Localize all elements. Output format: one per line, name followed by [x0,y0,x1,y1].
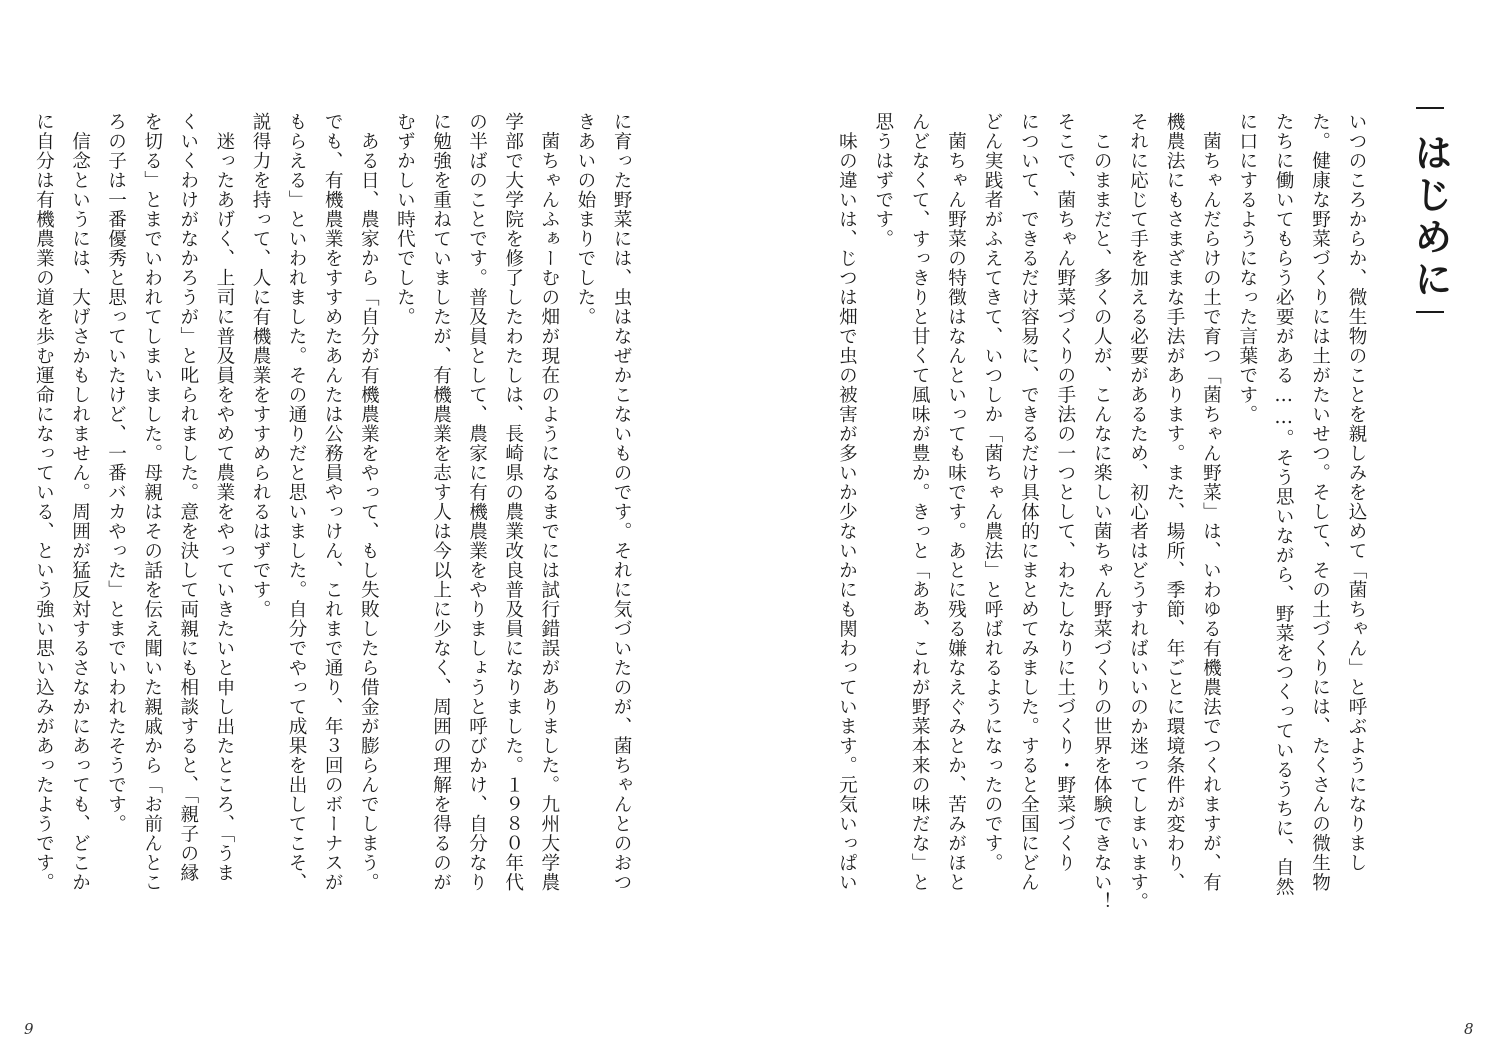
left-page-column: むずかしい時代でした。 [394,112,416,327]
left-page-column: を切る」とまでいわれてしまいました。母親はその話を伝え聞いた親戚から「お前んとこ [141,112,163,892]
heading-title: はじめに [1408,133,1452,301]
right-page-column: に口にするようになった言葉です。 [1236,112,1258,424]
left-page-column: に育った野菜には、虫はなぜかこないものです。それに気づいたのが、菌ちゃんとのおつ [611,112,632,892]
left-page-column: 説得力を持って、人に有機農業をすすめられるはずです。 [250,112,271,619]
left-page-column: に自分は有機農業の道を歩む運命になっている、という強い思い込みがあったようです。 [33,112,55,892]
page-number-left: 9 [24,1020,34,1038]
right-page-column: 菌ちゃん野菜の特徴はなんといっても味です。あとに残る嫌なえぐみとか、苦みがほと [945,112,967,892]
right-page-column: どん実践者がふえてきて、いつしか「菌ちゃん農法」と呼ばれるようになったのです。 [982,112,1003,873]
right-page-column: 味の違いは、じつは畑で虫の被害が多いか少ないかにも関わっています。元気いっぱい [836,112,858,892]
heading-rule-bottom [1416,311,1444,313]
right-page-column: たちに働いてもらう必要がある……。そう思いながら、野菜をつくっているうちに、自然 [1273,112,1295,897]
left-page-column: の半ばのことです。普及員として、農家に有機農業をやりましょうと呼びかけ、自分なり [466,112,488,892]
right-page-column: それに応じて手を加える必要があるため、初心者はどうすればいいのか迷ってしまいます。 [1127,112,1149,912]
left-page-column: 菌ちゃんふぁーむの畑が現在のようになるまでには試行錯誤がありました。九州大学農 [538,112,560,892]
page-number-right: 8 [1464,1020,1474,1038]
left-page-column: 信念というには、大げさかもしれません。周囲が猛反対するさなかにあっても、どこか [69,112,91,892]
right-page-column: 思うはずです。 [872,112,894,249]
right-page-column: 機農法にもさまざまな手法があります。また、場所、季節、年ごとに環境条件が変わり、 [1164,112,1185,892]
left-page-column: もらえる」といわれました。その通りだと思いました。自分でやって成果を出してこそ、 [286,112,308,892]
heading-rule-top [1416,107,1444,109]
right-page-column: このままだと、多くの人が、こんなに楽しい菌ちゃん野菜づくりの世界を体験できない！ [1091,112,1113,912]
right-page-column: いつのころからか、微生物のことを親しみを込めて「菌ちゃん」と呼ぶようになりまし [1346,112,1367,873]
left-page-column: きあいの始まりでした。 [574,112,596,327]
left-page-column: ろの子は一番優秀と思っていたけど、一番バカやった」とまでいわれたそうです。 [105,112,127,834]
right-page [750,0,1500,1064]
right-page-column: について、できるだけ容易に、できるだけ具体的にまとめてみました。すると全国にどん [1018,112,1040,892]
right-page-column: た。健康な野菜づくりには土がたいせつ。そして、その土づくりには、たくさんの微生物 [1309,112,1331,892]
right-page-column: 菌ちゃんだらけの土で育つ「菌ちゃん野菜」は、いわゆる有機農法でつくれますが、有 [1200,112,1222,892]
right-page-column: んどなくて、すっきりと甘くて風味が豊か。きっと「ああ、これが野菜本来の味だな」と [909,112,931,892]
left-page-column: 学部で大学院を修了したわたしは、長崎県の農業改良普及員になりました。１９８０年代 [502,112,524,892]
left-page-column: 迷ったあげく、上司に普及員をやめて農業をやっていきたいと申し出たところ、「うま [213,112,235,883]
right-page-column: そこで、菌ちゃん野菜づくりの手法の一つとして、わたしなりに土づくり・野菜づくり [1054,112,1076,873]
chapter-heading [1402,107,1458,325]
left-page-column: に勉強を重ねていましたが、有機農業を志す人は今以上に少なく、周囲の理解を得るのが [430,112,452,892]
left-page-column: でも、有機農業をすすめたあんたは公務員やっけん、これまで通り、年３回のボーナスが [322,112,344,892]
left-page-column: ある日、農家から「自分が有機農業をやって、もし失敗したら借金が膨らんでしまう。 [358,112,380,892]
left-page-column: くいくわけがなかろうが」と叱られました。意を決して両親にも相談すると、「親子の縁 [177,112,199,883]
